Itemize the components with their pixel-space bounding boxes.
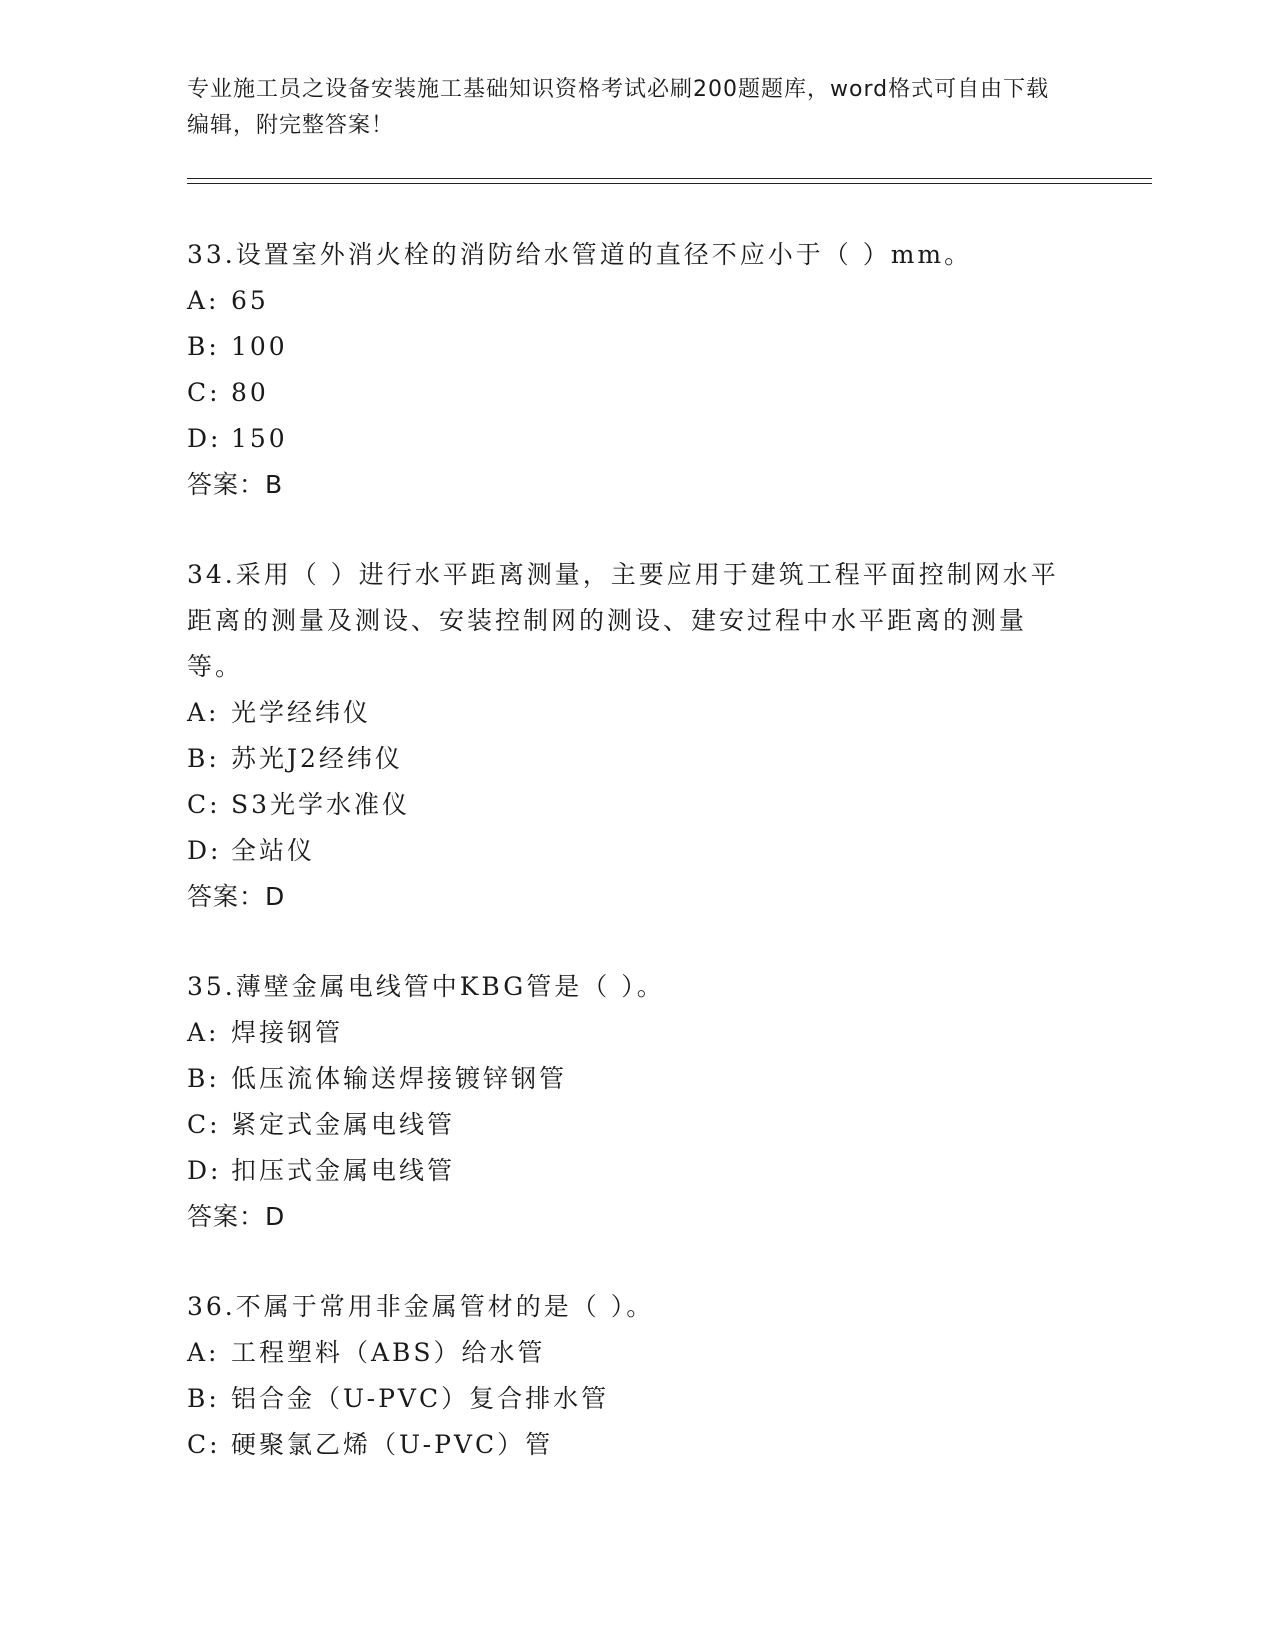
option-text: 扣压式金属电线管 [231,1156,456,1185]
question-stem: 33.设置室外消火栓的消防给水管道的直径不应小于（ ）mm。 [187,240,973,269]
answer-line: 答案：B [187,470,284,499]
option-letter: B: [187,1064,220,1093]
option-letter: D: [187,424,222,453]
option-text: 焊接钢管 [231,1018,344,1047]
option-letter: D: [187,836,222,865]
option-d [187,828,1067,874]
document-header: 专业施工员之设备安装施工基础知识资格考试必刷200题题库，word格式可自由下载编辑，附完整答案！ [187,77,1050,138]
option-letter: A: [187,1338,220,1367]
option-letter: A: [187,286,220,315]
option-c [187,1102,1067,1148]
option-text: 低压流体输送焊接镀锌钢管 [231,1064,568,1093]
option-text: 光学经纬仪 [231,698,372,727]
option-b [187,1376,1067,1422]
header-divider-top [187,178,1152,179]
option-text: S3光学水准仪 [231,790,411,819]
option-letter: A: [187,698,220,727]
option-c [187,1422,1067,1468]
option-text: 苏光J2经纬仪 [231,744,403,773]
option-letter: C: [187,1430,221,1459]
question-list [187,232,1067,1512]
option-text: 150 [231,424,288,453]
option-a [187,1010,1067,1056]
header-divider-bottom [187,183,1152,184]
option-letter: D: [187,1156,222,1185]
option-b [187,736,1067,782]
option-text: 铝合金（U-PVC）复合排水管 [231,1384,610,1413]
option-letter: B: [187,1384,220,1413]
option-text: 工程塑料（ABS）给水管 [231,1338,546,1367]
option-text: 紧定式金属电线管 [231,1110,456,1139]
question-34 [187,552,1067,920]
option-letter: C: [187,378,221,407]
option-letter: B: [187,744,220,773]
option-text: 全站仪 [231,836,316,865]
answer-line: 答案：D [187,882,286,911]
question-stem: 34.采用（ ）进行水平距离测量，主要应用于建筑工程平面控制网水平距离的测量及测设、安装控制网的测设、建安过程中水平距离的测量等。 [187,560,1059,681]
option-c [187,370,1067,416]
option-c [187,782,1067,828]
option-letter: B: [187,332,220,361]
option-a [187,1330,1067,1376]
question-35 [187,964,1067,1240]
option-text: 100 [231,332,288,361]
question-33 [187,232,1067,508]
option-d [187,1148,1067,1194]
option-letter: C: [187,1110,221,1139]
answer-line: 答案：D [187,1202,286,1231]
option-letter: C: [187,790,221,819]
option-letter: A: [187,1018,220,1047]
option-b [187,1056,1067,1102]
option-d [187,416,1067,462]
question-stem: 35.薄壁金属电线管中KBG管是（ ）。 [187,972,665,1001]
option-text: 硬聚氯乙烯（U-PVC）管 [231,1430,554,1459]
option-text: 80 [231,378,269,407]
question-36 [187,1284,1067,1468]
option-b [187,324,1067,370]
question-stem: 36.不属于常用非金属管材的是（ ）。 [187,1292,655,1321]
option-a [187,690,1067,736]
option-text: 65 [231,286,269,315]
option-a [187,278,1067,324]
